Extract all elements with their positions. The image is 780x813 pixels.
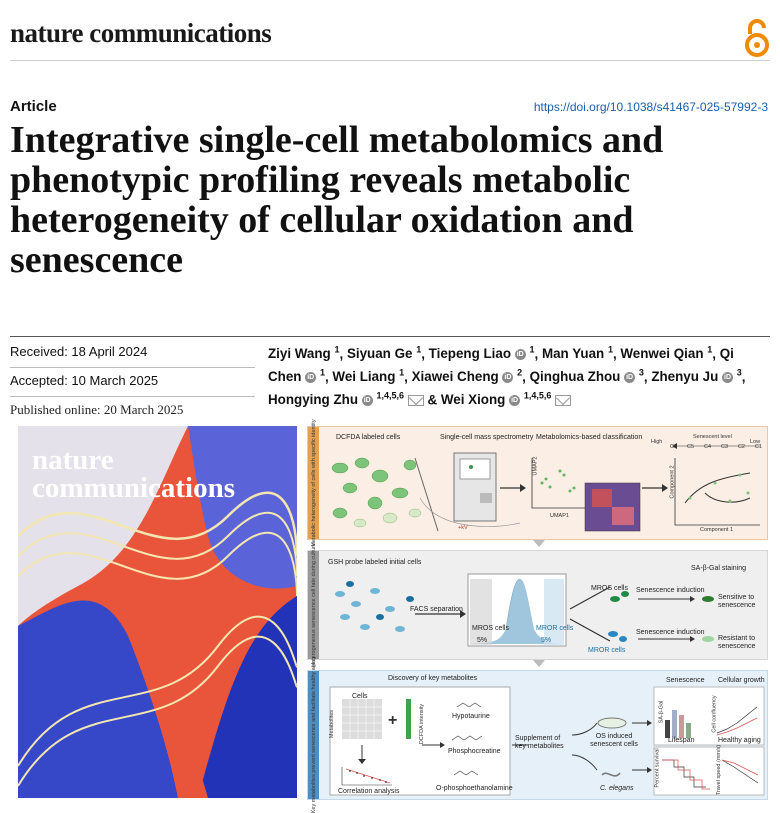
speed-axis-label: Travel speed (mm/s) bbox=[716, 744, 723, 796]
panel-metabolic-heterogeneity bbox=[307, 419, 768, 547]
author-name: Tiepeng Liao bbox=[428, 346, 511, 362]
cluster-label: C5 bbox=[686, 444, 695, 450]
discovery-label: Discovery of key metabolites bbox=[388, 675, 478, 682]
affiliation-marker: 1 bbox=[607, 345, 613, 355]
author-list: Ziyi Wang $^1$, Siyuan Ge $^1$, Tiepeng Liao iD $^1$, Man Yuan $^1$, Wenwei Qian $^1$, Qi Chen iD $^1$, Wei Liang $^1$, Xiawei Cheng iD $^2$, Qinghua Zhou iD $^3$, Zhenyu Ju iD $^3$, Hongying Zhu iD $^{1,4,5,6}$ & Wei Xiong iD $^{1,4,5,6}$ bbox=[268, 345, 746, 408]
affiliation-marker: 2 bbox=[517, 367, 523, 378]
orcid-icon[interactable]: iD bbox=[511, 397, 519, 405]
metabolite-hypotaurine: Hypotaurine bbox=[452, 713, 490, 720]
accepted-date: Accepted: 10 March 2025 bbox=[10, 373, 159, 388]
author-name: Wenwei Qian bbox=[620, 346, 704, 362]
senescence-chart-title: Senescence bbox=[666, 677, 705, 684]
affiliation-marker: 1,4,5,6 bbox=[523, 390, 552, 401]
mror-label: MROR cells bbox=[536, 625, 574, 632]
author[interactable] bbox=[530, 369, 644, 384]
author[interactable] bbox=[429, 346, 535, 361]
growth-chart-title: Cellular growth bbox=[718, 677, 765, 684]
author[interactable] bbox=[268, 346, 340, 361]
cells-label: Cells bbox=[352, 693, 368, 700]
mros-result-label: MROS cells bbox=[591, 585, 628, 592]
panel-key-metabolites bbox=[307, 656, 768, 813]
elegans-label: C. elegans bbox=[600, 785, 634, 792]
author-name: Siyuan Ge bbox=[346, 346, 413, 362]
author[interactable] bbox=[347, 346, 421, 361]
svg-text:+: + bbox=[388, 712, 398, 729]
gsh-label: GSH probe labeled initial cells bbox=[328, 559, 422, 566]
cluster-label: C1 bbox=[754, 444, 762, 450]
published-date: Published online: 20 March 2025 bbox=[10, 402, 184, 417]
resistant-label: Resistant to senescence bbox=[718, 635, 756, 650]
author[interactable] bbox=[542, 346, 613, 361]
affiliation-marker: 1,4,5,6 bbox=[376, 390, 404, 401]
correlation-label: Correlation analysis bbox=[338, 788, 400, 795]
journal-masthead[interactable]: nature communications bbox=[10, 18, 272, 48]
received-date: Received: 18 April 2024 bbox=[10, 344, 148, 359]
cluster-label: C2 bbox=[737, 444, 745, 450]
mros-percent: 5% bbox=[477, 637, 488, 644]
dcfda-label: DCFDA labeled cells bbox=[336, 434, 401, 441]
senescent-level-label: Senescent level bbox=[693, 434, 732, 440]
journal-cover-image bbox=[18, 426, 297, 798]
voltage-label: +kV bbox=[458, 525, 468, 531]
author[interactable] bbox=[651, 369, 741, 384]
author-name: Zhenyu Ju bbox=[651, 369, 719, 385]
metabolite-ophosphoethanolamine: O-phosphoethanolamine bbox=[436, 785, 513, 792]
author[interactable] bbox=[332, 369, 404, 384]
high-label: High bbox=[651, 439, 663, 445]
sensitive-label: Sensitive to senescence bbox=[718, 594, 756, 609]
panel-side-label: Heterogeneous senescence cell fate during culture bbox=[308, 551, 319, 659]
orcid-icon[interactable]: iD bbox=[516, 351, 524, 359]
doi-link[interactable]: https://doi.org/10.1038/s41467-025-57992-3 bbox=[533, 100, 768, 114]
header-rule bbox=[10, 60, 770, 61]
survival-axis-label: Percent survival bbox=[654, 748, 661, 788]
cover-brand: nature communications bbox=[32, 444, 235, 504]
low-label: Low bbox=[750, 439, 761, 445]
author-name: Hongying Zhu bbox=[268, 392, 358, 408]
author[interactable] bbox=[441, 392, 571, 407]
confluency-axis-label: Cell confluency bbox=[711, 695, 718, 733]
component1-label: Component 1 bbox=[700, 527, 734, 533]
affiliation-marker: 1 bbox=[399, 367, 405, 378]
affiliation-marker: 3 bbox=[736, 367, 742, 378]
component2-label: Component 2 bbox=[669, 465, 676, 499]
dcfda-intensity-label: DCFDA intensity bbox=[419, 703, 426, 745]
panel-cell-fate bbox=[307, 543, 768, 667]
healthy-aging-chart-title: Healthy aging bbox=[718, 737, 761, 744]
cluster-label: C4 bbox=[703, 444, 711, 450]
flow-arrow bbox=[533, 660, 545, 667]
umap1-label: UMAP1 bbox=[550, 513, 569, 519]
cluster-label: C3 bbox=[720, 444, 728, 450]
title-divider bbox=[10, 336, 770, 337]
mail-icon[interactable] bbox=[408, 395, 424, 406]
affiliation-marker: 1 bbox=[334, 345, 340, 355]
mail-icon[interactable] bbox=[555, 395, 571, 406]
orcid-icon[interactable]: iD bbox=[307, 374, 315, 382]
cluster-labels bbox=[670, 444, 762, 450]
facs-label: FACS separation bbox=[410, 606, 463, 613]
mror-result-label: MROR cells bbox=[588, 647, 626, 654]
author-name: Qi Chen bbox=[268, 346, 734, 385]
affiliation-marker: 1 bbox=[707, 345, 713, 355]
lifespan-chart-title: Lifespan bbox=[668, 737, 695, 744]
graphical-abstract bbox=[307, 419, 766, 813]
author-name: Wei Liang bbox=[332, 369, 396, 385]
affiliation-marker: 3 bbox=[638, 367, 644, 378]
author[interactable] bbox=[620, 346, 712, 361]
affiliation-marker: 1 bbox=[319, 367, 325, 378]
metabolites-label: Metabolites bbox=[329, 709, 336, 739]
author[interactable] bbox=[268, 392, 424, 407]
panel-side-label: Key metabolites prevent senescence and facilitate healthy aging bbox=[308, 671, 319, 799]
orcid-icon[interactable]: iD bbox=[626, 374, 634, 382]
umap2-label: UMAP2 bbox=[532, 456, 539, 476]
flow-arrow bbox=[533, 540, 545, 547]
author[interactable] bbox=[412, 369, 523, 384]
scms-label: Single-cell mass spectrometry bbox=[440, 434, 534, 441]
metabolite-phosphocreatine: Phosphocreatine bbox=[448, 748, 501, 755]
date-separator bbox=[10, 367, 255, 368]
author-name: Wei Xiong bbox=[440, 392, 506, 408]
mror-percent: 5% bbox=[541, 637, 552, 644]
author-name: Qinghua Zhou bbox=[529, 369, 621, 385]
author-name: Xiawei Cheng bbox=[411, 369, 499, 385]
date-separator bbox=[10, 396, 255, 397]
cluster-label: C6 bbox=[670, 444, 678, 450]
article-title: Integrative single-cell metabolomics and phenotypic profiling reveals metabolic heterogeneity of cellular oxidation and senescence bbox=[10, 119, 664, 281]
orcid-icon[interactable]: iD bbox=[363, 397, 371, 405]
sagal-label: SA-β-Gal staining bbox=[691, 565, 746, 572]
os-cells-label: OS induced senescent cells bbox=[590, 733, 638, 748]
affiliation-marker: 1 bbox=[529, 345, 535, 355]
classification-label: Metabolomics-based classification bbox=[536, 434, 643, 441]
panel-side-label: Metabolic heterogeneity of cells with specific identity bbox=[308, 427, 319, 539]
induction2-label: Senescence induction bbox=[636, 629, 705, 636]
affiliation-marker: 1 bbox=[416, 345, 422, 355]
induction1-label: Senescence induction bbox=[636, 587, 705, 594]
author-name: Ziyi Wang bbox=[268, 346, 331, 362]
panel1-diagram bbox=[320, 443, 765, 535]
orcid-icon[interactable]: iD bbox=[504, 374, 512, 382]
author-name: Man Yuan bbox=[541, 346, 605, 362]
open-access-icon[interactable] bbox=[740, 18, 774, 58]
orcid-icon[interactable]: iD bbox=[724, 374, 732, 382]
article-type: Article bbox=[10, 98, 57, 115]
supplement-label: Supplement of key metabolites bbox=[515, 735, 564, 750]
sagal-axis-label: SA-β-Gal bbox=[658, 700, 665, 724]
mros-label: MROS cells bbox=[472, 625, 509, 632]
